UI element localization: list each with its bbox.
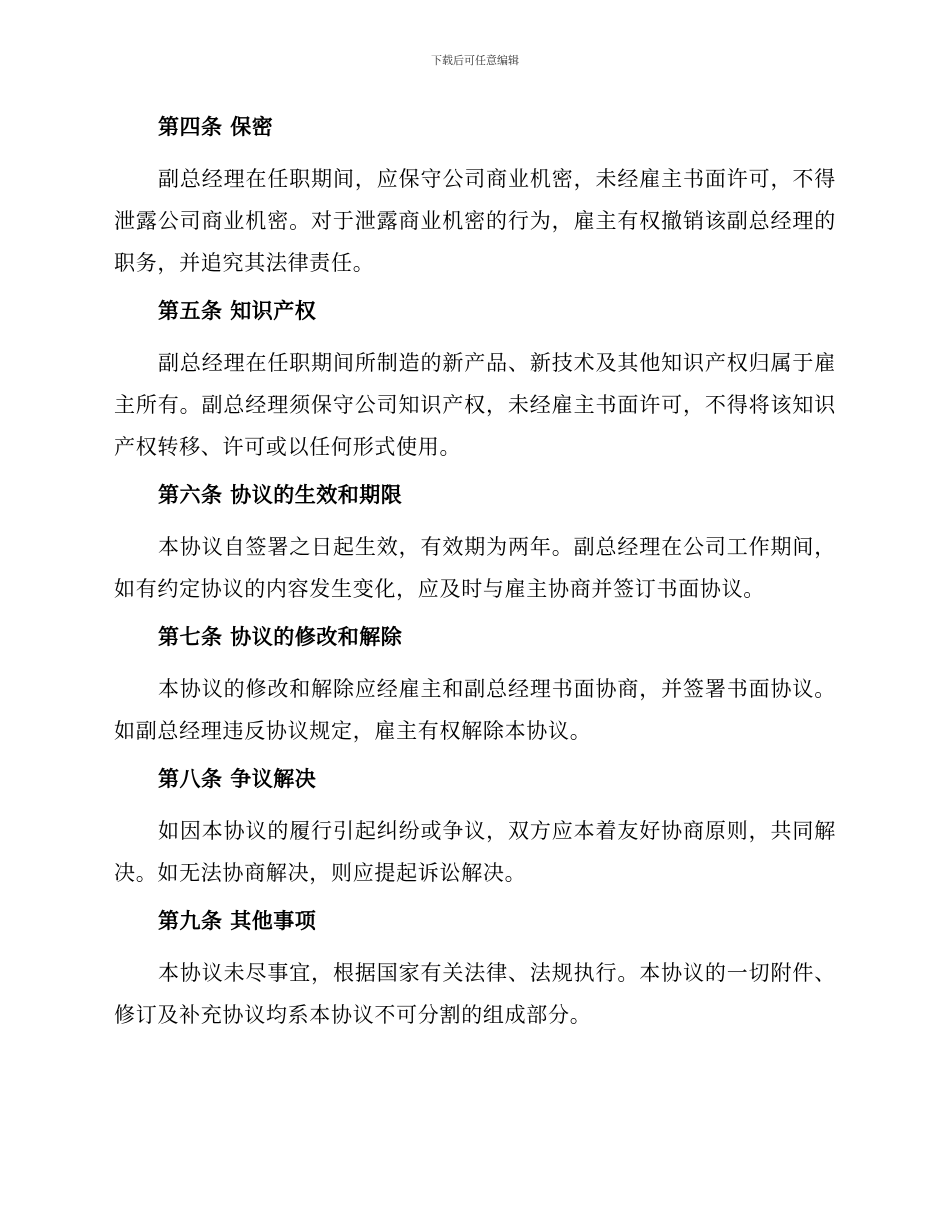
page-header-note: 下载后可任意编辑 [431,54,519,67]
section-heading: 第七条 协议的修改和解除 [158,625,403,649]
section-paragraph: 本协议自签署之日起生效，有效期为两年。副总经理在公司工作期间，如有约定协议的内容发生变化，应及时与雇主协商并签订书面协议。 [114,535,836,601]
section-heading: 第九条 其他事项 [158,909,317,933]
section-paragraph: 副总经理在任职期间所制造的新产品、新技术及其他知识产权归属于雇主所有。副总经理须保守公司知识产权，未经雇主书面许可，不得将该知识产权转移、许可或以任何形式使用。 [114,351,836,459]
section-paragraph: 副总经理在任职期间，应保守公司商业机密，未经雇主书面许可，不得泄露公司商业机密。对于泄露商业机密的行为，雇主有权撤销该副总经理的职务，并追究其法律责任。 [114,167,836,275]
section-paragraph: 本协议未尽事宜，根据国家有关法律、法规执行。本协议的一切附件、修订及补充协议均系本协议不可分割的组成部分。 [114,961,836,1027]
document-content [114,108,836,1044]
section-confidentiality [114,108,836,284]
section-heading: 第四条 保密 [158,115,274,139]
section-amendment-and-termination [114,618,836,752]
section-heading: 第五条 知识产权 [158,299,317,323]
section-dispute-resolution [114,760,836,894]
section-effect-and-term [114,476,836,610]
section-other-matters [114,902,836,1036]
section-heading: 第八条 争议解决 [158,767,317,791]
section-paragraph: 本协议的修改和解除应经雇主和副总经理书面协商，并签署书面协议。如副总经理违反协议规定，雇主有权解除本协议。 [114,677,836,743]
section-intellectual-property [114,292,836,468]
section-heading: 第六条 协议的生效和期限 [158,483,403,507]
section-paragraph: 如因本协议的履行引起纠纷或争议，双方应本着友好协商原则，共同解决。如无法协商解决，则应提起诉讼解决。 [114,819,836,885]
